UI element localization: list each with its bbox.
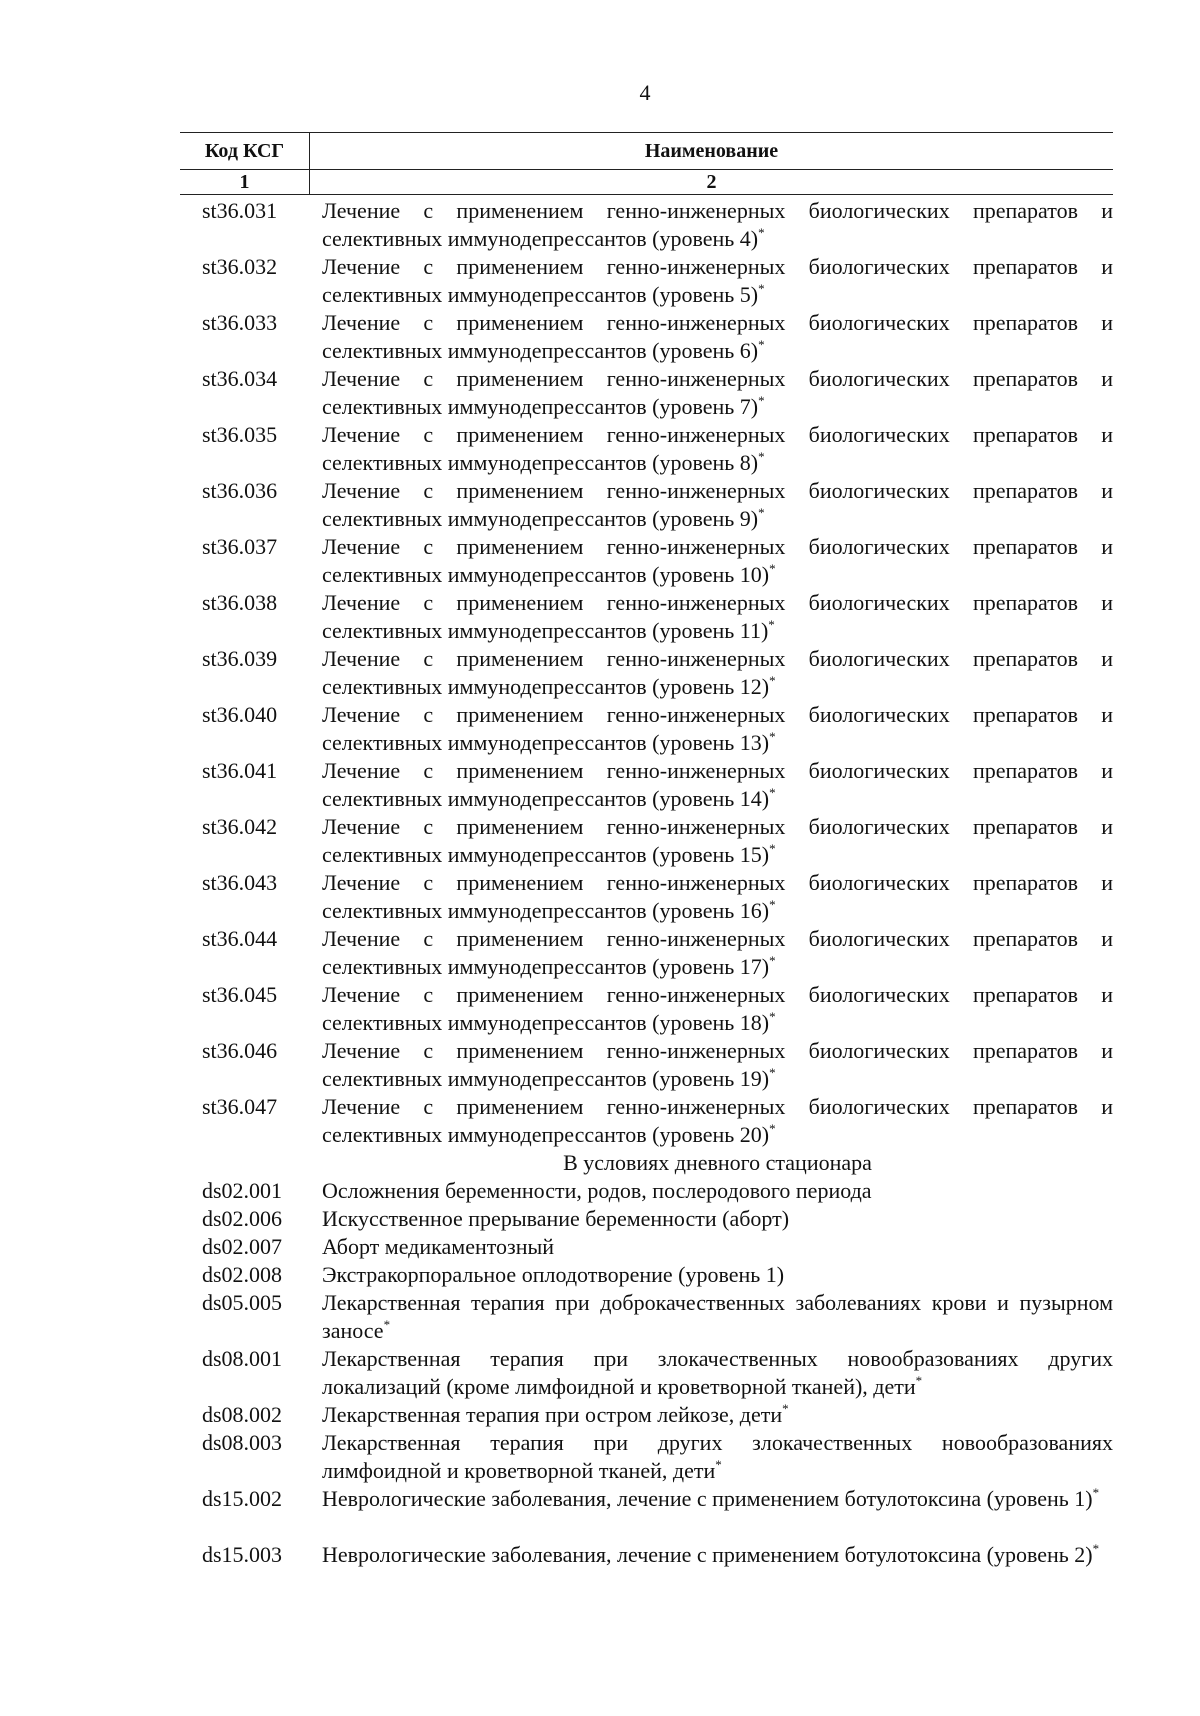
- footnote-mark: *: [383, 1317, 391, 1332]
- row-name: Лечение с применением генно-инженерных биологических препаратов и селективных иммунодепрессантов (уровень 20): [322, 1094, 1113, 1147]
- table-row: [180, 197, 1113, 253]
- footnote-mark: *: [715, 1457, 722, 1472]
- row-name: Лекарственная терапия при доброкачественных заболеваниях крови и пузырном заносе: [322, 1290, 1113, 1343]
- row-name: Лекарственная терапия при злокачественных новообразованиях других локализаций (кроме лимфоидной и кроветворной тканей), дети: [322, 1346, 1113, 1399]
- row-name: Лечение с применением генно-инженерных биологических препаратов и селективных иммунодепрессантов (уровень 16): [322, 870, 1113, 923]
- table-row: [180, 477, 1113, 533]
- footnote-mark: *: [769, 1121, 776, 1136]
- footnote-mark: *: [769, 785, 776, 800]
- row-name: Лечение с применением генно-инженерных биологических препаратов и селективных иммунодепрессантов (уровень 19): [322, 1038, 1113, 1091]
- row-name: Лечение с применением генно-инженерных биологических препаратов и селективных иммунодепрессантов (уровень 7): [322, 366, 1113, 419]
- footnote-mark: *: [758, 449, 765, 464]
- table-row: [180, 925, 1113, 981]
- footnote-mark: *: [1092, 1541, 1100, 1556]
- table-column-number-row: [180, 169, 1113, 195]
- row-code: st36.038: [202, 590, 278, 615]
- row-name: Лекарственная терапия при других злокачественных новообразованиях лимфоидной и кроветворной тканей, дети: [322, 1430, 1113, 1483]
- table-row: [180, 1177, 1113, 1205]
- table-row: [180, 757, 1113, 813]
- footnote-mark: *: [782, 1401, 789, 1416]
- row-code: st36.031: [202, 198, 278, 223]
- table-header-row: [180, 132, 1113, 169]
- row-code: st36.045: [202, 982, 278, 1007]
- table-row: [180, 1485, 1113, 1541]
- table-row: [180, 1233, 1113, 1261]
- row-code: st36.036: [202, 478, 278, 503]
- row-code: st36.039: [202, 646, 278, 671]
- footnote-mark: *: [758, 337, 765, 352]
- row-name: Лечение с применением генно-инженерных биологических препаратов и селективных иммунодепрессантов (уровень 4): [322, 198, 1113, 251]
- row-name: Осложнения беременности, родов, послеродового периода: [322, 1178, 872, 1203]
- row-code: ds02.008: [202, 1262, 283, 1287]
- row-code: st36.033: [202, 310, 278, 335]
- table-row: [180, 645, 1113, 701]
- row-name: Лечение с применением генно-инженерных биологических препаратов и селективных иммунодепрессантов (уровень 6): [322, 310, 1113, 363]
- table-row: [180, 1345, 1113, 1401]
- footnote-mark: *: [769, 1009, 776, 1024]
- table-row: [180, 1289, 1113, 1345]
- page-number: 4: [639, 80, 651, 105]
- row-code: st36.046: [202, 1038, 278, 1063]
- row-code: st36.044: [202, 926, 278, 951]
- footnote-mark: *: [769, 1065, 776, 1080]
- row-name: Неврологические заболевания, лечение с применением ботулотоксина (уровень 1): [322, 1486, 1093, 1511]
- row-code: ds08.002: [202, 1402, 283, 1427]
- row-name: Неврологические заболевания, лечение с применением ботулотоксина (уровень 2): [322, 1542, 1093, 1567]
- row-name: Лекарственная терапия при остром лейкозе, дети: [322, 1402, 783, 1427]
- header-name: Наименование: [644, 139, 779, 162]
- row-name: Лечение с применением генно-инженерных биологических препаратов и селективных иммунодепрессантов (уровень 12): [322, 646, 1113, 699]
- row-name: Аборт медикаментозный: [322, 1234, 555, 1259]
- row-name: Лечение с применением генно-инженерных биологических препаратов и селективных иммунодепрессантов (уровень 17): [322, 926, 1113, 979]
- table-row: [180, 421, 1113, 477]
- column-number-name: 2: [706, 170, 717, 193]
- table-body: [180, 197, 1113, 1597]
- row-code: st36.034: [202, 366, 278, 391]
- row-code: st36.032: [202, 254, 278, 279]
- footnote-mark: *: [915, 1373, 923, 1388]
- table-row: [180, 589, 1113, 645]
- table-row: [180, 1093, 1113, 1149]
- table-row: [180, 309, 1113, 365]
- row-code: st36.042: [202, 814, 278, 839]
- row-code: ds08.003: [202, 1430, 283, 1455]
- row-name: Лечение с применением генно-инженерных биологических препаратов и селективных иммунодепрессантов (уровень 8): [322, 422, 1113, 475]
- row-name: Лечение с применением генно-инженерных биологических препаратов и селективных иммунодепрессантов (уровень 10): [322, 534, 1113, 587]
- row-name: Лечение с применением генно-инженерных биологических препаратов и селективных иммунодепрессантов (уровень 14): [322, 758, 1113, 811]
- footnote-mark: *: [758, 225, 765, 240]
- row-code: ds08.001: [202, 1346, 283, 1371]
- table-row: [180, 1037, 1113, 1093]
- row-code: st36.035: [202, 422, 278, 447]
- row-code: ds02.007: [202, 1234, 283, 1259]
- footnote-mark: *: [769, 673, 776, 688]
- row-name: Лечение с применением генно-инженерных биологических препаратов и селективных иммунодепрессантов (уровень 15): [322, 814, 1113, 867]
- table-row: [180, 1401, 1113, 1429]
- row-code: ds02.006: [202, 1206, 283, 1231]
- row-name: Лечение с применением генно-инженерных биологических препаратов и селективных иммунодепрессантов (уровень 13): [322, 702, 1113, 755]
- footnote-mark: *: [758, 281, 765, 296]
- row-code: ds02.001: [202, 1178, 283, 1203]
- footnote-mark: *: [758, 505, 765, 520]
- table-row: [180, 1205, 1113, 1233]
- table-row: [180, 253, 1113, 309]
- row-name: Искусственное прерывание беременности (аборт): [322, 1206, 790, 1231]
- table-row: [180, 981, 1113, 1037]
- row-name: Лечение с применением генно-инженерных биологических препаратов и селективных иммунодепрессантов (уровень 18): [322, 982, 1113, 1035]
- footnote-mark: *: [768, 617, 775, 632]
- column-number-code: 1: [180, 170, 310, 194]
- footnote-mark: *: [769, 561, 776, 576]
- footnote-mark: *: [769, 897, 776, 912]
- row-code: st36.040: [202, 702, 278, 727]
- table-row: [180, 1541, 1113, 1597]
- table-row: [180, 813, 1113, 869]
- ksg-table: [180, 132, 1113, 1597]
- table-row: [180, 533, 1113, 589]
- row-code: st36.043: [202, 870, 278, 895]
- row-code: ds15.002: [202, 1486, 283, 1511]
- row-name: Экстракорпоральное оплодотворение (уровень 1): [322, 1262, 785, 1287]
- footnote-mark: *: [769, 841, 776, 856]
- table-row: [180, 1261, 1113, 1289]
- row-code: st36.041: [202, 758, 278, 783]
- section-title: В условиях дневного стационара: [563, 1150, 872, 1175]
- row-code: st36.037: [202, 534, 278, 559]
- row-code: st36.047: [202, 1094, 278, 1119]
- table-row: [180, 365, 1113, 421]
- row-code: ds05.005: [202, 1290, 283, 1315]
- row-name: Лечение с применением генно-инженерных биологических препаратов и селективных иммунодепрессантов (уровень 5): [322, 254, 1113, 307]
- table-row: [180, 701, 1113, 757]
- footnote-mark: *: [769, 729, 776, 744]
- footnote-mark: *: [758, 393, 765, 408]
- row-code: ds15.003: [202, 1542, 283, 1567]
- header-code: Код КСГ: [180, 133, 310, 169]
- table-row: [180, 869, 1113, 925]
- table-row: [180, 1429, 1113, 1485]
- row-name: Лечение с применением генно-инженерных биологических препаратов и селективных иммунодепрессантов (уровень 9): [322, 478, 1113, 531]
- footnote-mark: *: [769, 953, 776, 968]
- row-name: Лечение с применением генно-инженерных биологических препаратов и селективных иммунодепрессантов (уровень 11): [322, 590, 1113, 643]
- footnote-mark: *: [1092, 1485, 1100, 1500]
